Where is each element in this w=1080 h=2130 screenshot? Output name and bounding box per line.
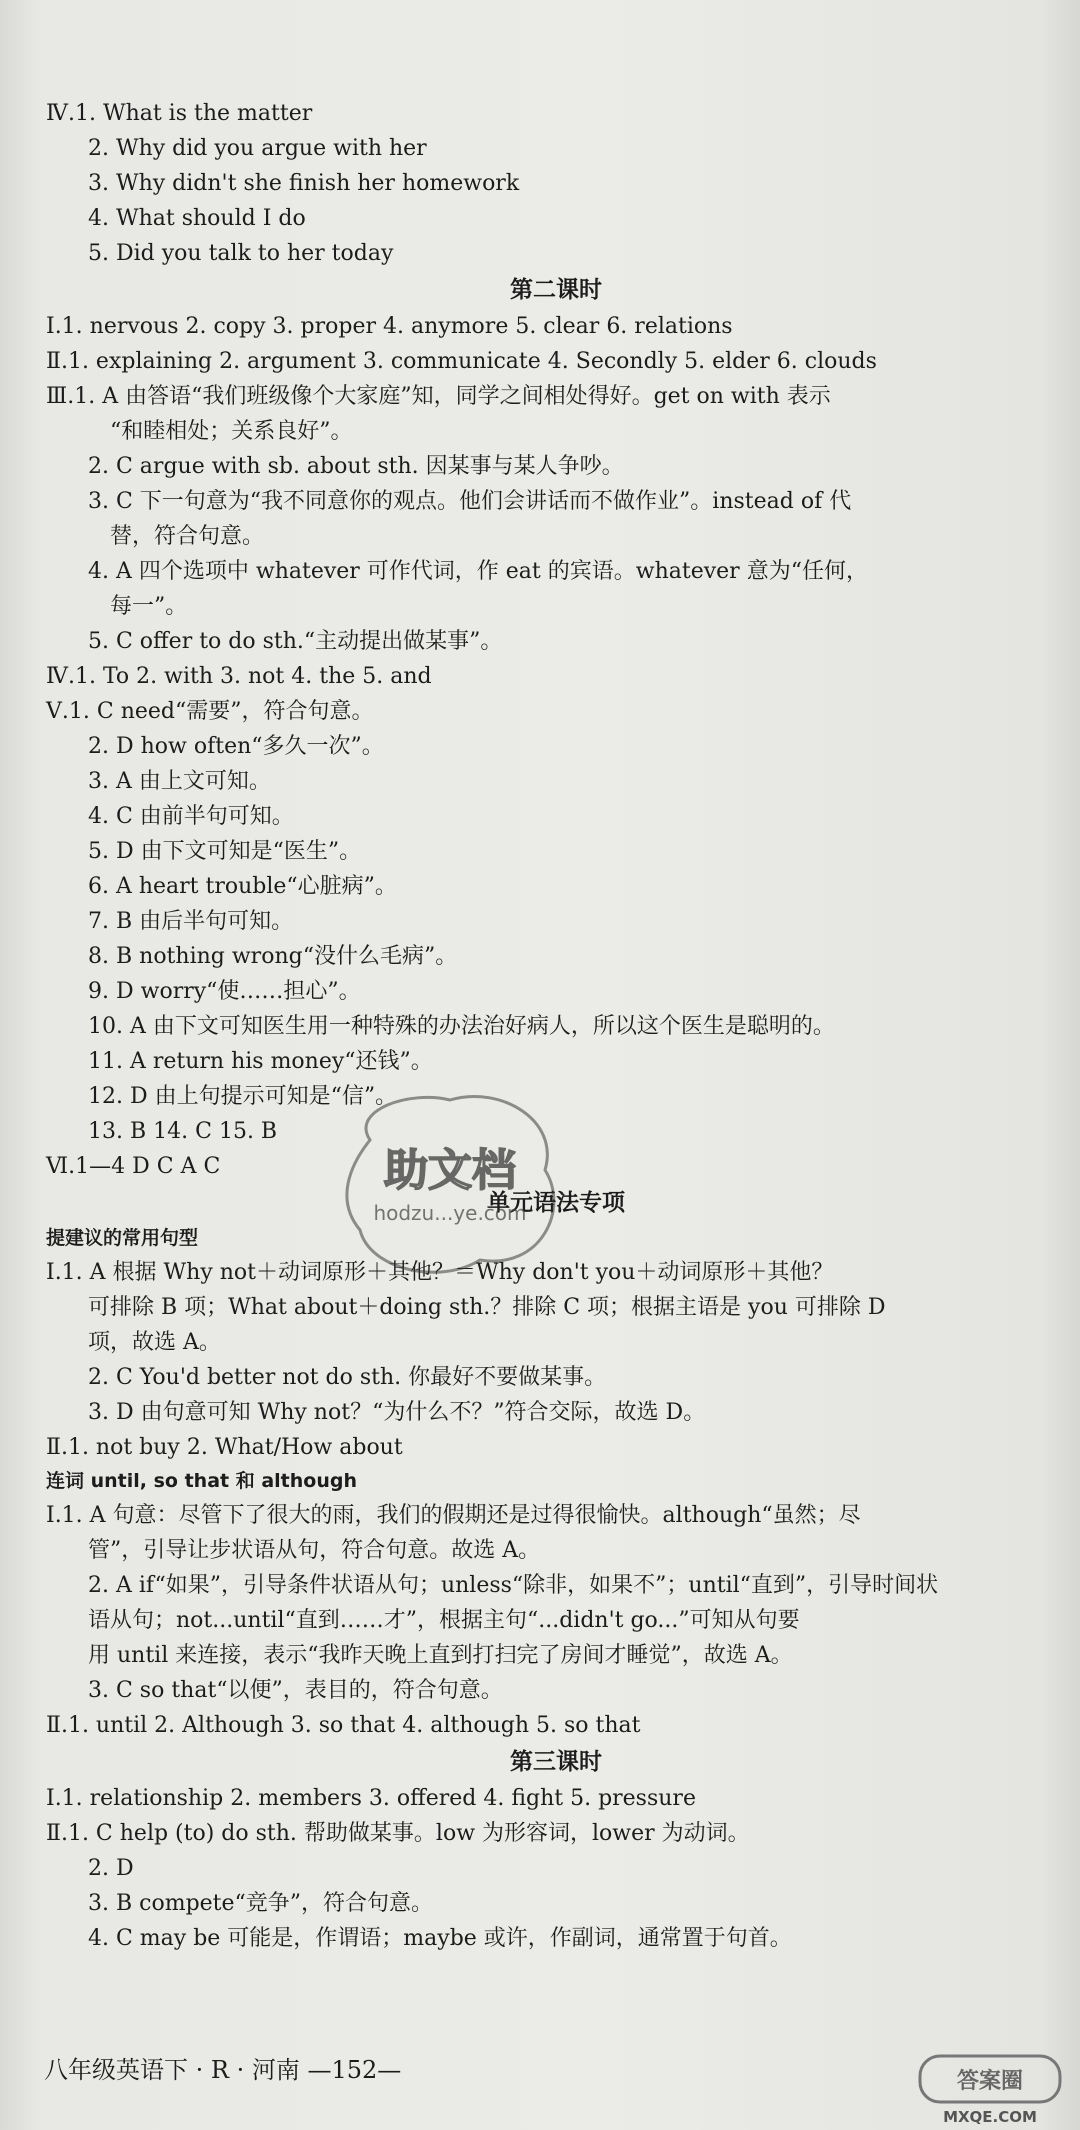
answer-line: 2. Why did you argue with her [88,136,427,161]
site-logo [910,2050,1070,2128]
answer-line: Ⅱ.1. C help (to) do sth. 帮助做某事。low 为形容词，lower 为动词。 [46,1821,750,1846]
answer-line: 4. A 四个选项中 whatever 可作代词，作 eat 的宾语。whatever 意为“任何， [88,559,868,584]
answer-line: 12. D 由上句提示可知是“信”。 [88,1084,398,1109]
page-footer: 八年级英语下 · R · 河南 —152— [44,2056,402,2084]
logo-url: MXQE.COM [943,2108,1037,2126]
answer-line: 4. C 由前半句可知。 [88,804,294,829]
answer-line: Ⅳ.1. What is the matter [46,101,313,126]
answer-line: Ⅰ.1. A 句意：尽管下了很大的雨，我们的假期还是过得很愉快。although“虽然；尽 [46,1503,861,1528]
answer-line: Ⅱ.1. not buy 2. What/How about [46,1435,403,1460]
section-heading-lesson3: 第三课时 [510,1749,602,1775]
answer-line: Ⅱ.1. until 2. Although 3. so that 4. although 5. so that [46,1713,641,1738]
answer-line: 可排除 B 项；What about＋doing sth.？排除 C 项；根据主语是 you 可排除 D [88,1295,886,1320]
answer-line: Ⅰ.1. relationship 2. members 3. offered 4. fight 5. pressure [46,1786,696,1811]
answer-line: 3. D 由句意可知 Why not？“为什么不？”符合交际，故选 D。 [88,1400,706,1425]
section-heading-grammar: 单元语法专项 [487,1190,625,1216]
svg-text:答案圈: 答案圈 [956,2069,1024,2094]
answer-line: 2. D how often“多久一次”。 [88,734,384,759]
answer-line: Ⅰ.1. A 根据 Why not＋动词原形＋其他？＝Why don't you＋动词原形＋其他？ [46,1260,834,1285]
answer-line: 7. B 由后半句可知。 [88,909,294,934]
answer-line: “和睦相处；关系良好”。 [110,419,353,444]
answer-line: Ⅳ.1. To 2. with 3. not 4. the 5. and [46,664,432,689]
answer-column [46,96,1026,1956]
subheading-suggestions: 提建议的常用句型 [46,1227,199,1249]
answer-line: 11. A return his money“还钱”。 [88,1049,433,1074]
answer-line: 2. C argue with sb. about sth. 因某事与某人争吵。 [88,454,624,479]
answer-line: 管”，引导让步状语从句，符合句意。故选 A。 [88,1538,541,1563]
answer-line: 3. Why didn't she finish her homework [88,171,520,196]
answer-line: 5. D 由下文可知是“医生”。 [88,839,362,864]
answer-line: 4. C may be 可能是，作谓语；maybe 或许，作副词，通常置于句首。 [88,1926,792,1951]
answer-line: 项，故选 A。 [88,1330,221,1355]
answer-line: 6. A heart trouble“心脏病”。 [88,874,397,899]
answer-line: Ⅵ.1—4 D C A C [46,1154,221,1179]
answer-line: 13. B 14. C 15. B [88,1119,278,1144]
watermark-url: hodzu...ye.com [373,1201,527,1225]
answer-line: 5. Did you talk to her today [88,241,394,266]
answer-line: 3. C so that“以便”，表目的，符合句意。 [88,1678,503,1703]
answer-line: 5. C offer to do sth.“主动提出做某事”。 [88,629,503,654]
answer-line: 10. A 由下文可知医生用一种特殊的办法治好病人，所以这个医生是聪明的。 [88,1014,835,1039]
answer-line: 2. C You'd better not do sth. 你最好不要做某事。 [88,1365,607,1390]
answer-line: 用 until 来连接，表示“我昨天晚上直到打扫完了房间才睡觉”，故选 A。 [88,1643,793,1668]
answer-line: 2. D [88,1856,134,1881]
answer-line: 3. B compete“竞争”，符合句意。 [88,1891,434,1916]
watermark-text: 助文档 [384,1145,516,1196]
answer-line: 4. What should I do [88,206,306,231]
answer-line: Ⅴ.1. C need“需要”，符合句意。 [46,699,374,724]
answer-line: 2. A if“如果”，引导条件状语从句；unless“除非，如果不”；until“直到”，引导时间状 [88,1573,939,1598]
answer-line: 8. B nothing wrong“没什么毛病”。 [88,944,458,969]
answer-line: 3. C 下一句意为“我不同意你的观点。他们会讲话而不做作业”。instead of 代 [88,489,852,514]
subheading-conjunctions: 连词 until, so that 和 although [46,1470,357,1492]
answer-line: 替，符合句意。 [110,524,265,549]
section-heading-lesson2: 第二课时 [510,277,602,303]
answer-line: 每一”。 [110,594,188,619]
answer-line: 3. A 由上文可知。 [88,769,271,794]
answer-line: Ⅲ.1. A 由答语“我们班级像个大家庭”知，同学之间相处得好。get on with 表示 [46,384,831,409]
answer-line: 语从句；not...until“直到……才”，根据主句“...didn't go...”可知从句要 [88,1608,800,1633]
answer-line: Ⅱ.1. explaining 2. argument 3. communicate 4. Secondly 5. elder 6. clouds [46,349,877,374]
answer-line: Ⅰ.1. nervous 2. copy 3. proper 4. anymore 5. clear 6. relations [46,314,733,339]
answer-line: 9. D worry“使……担心”。 [88,979,361,1004]
